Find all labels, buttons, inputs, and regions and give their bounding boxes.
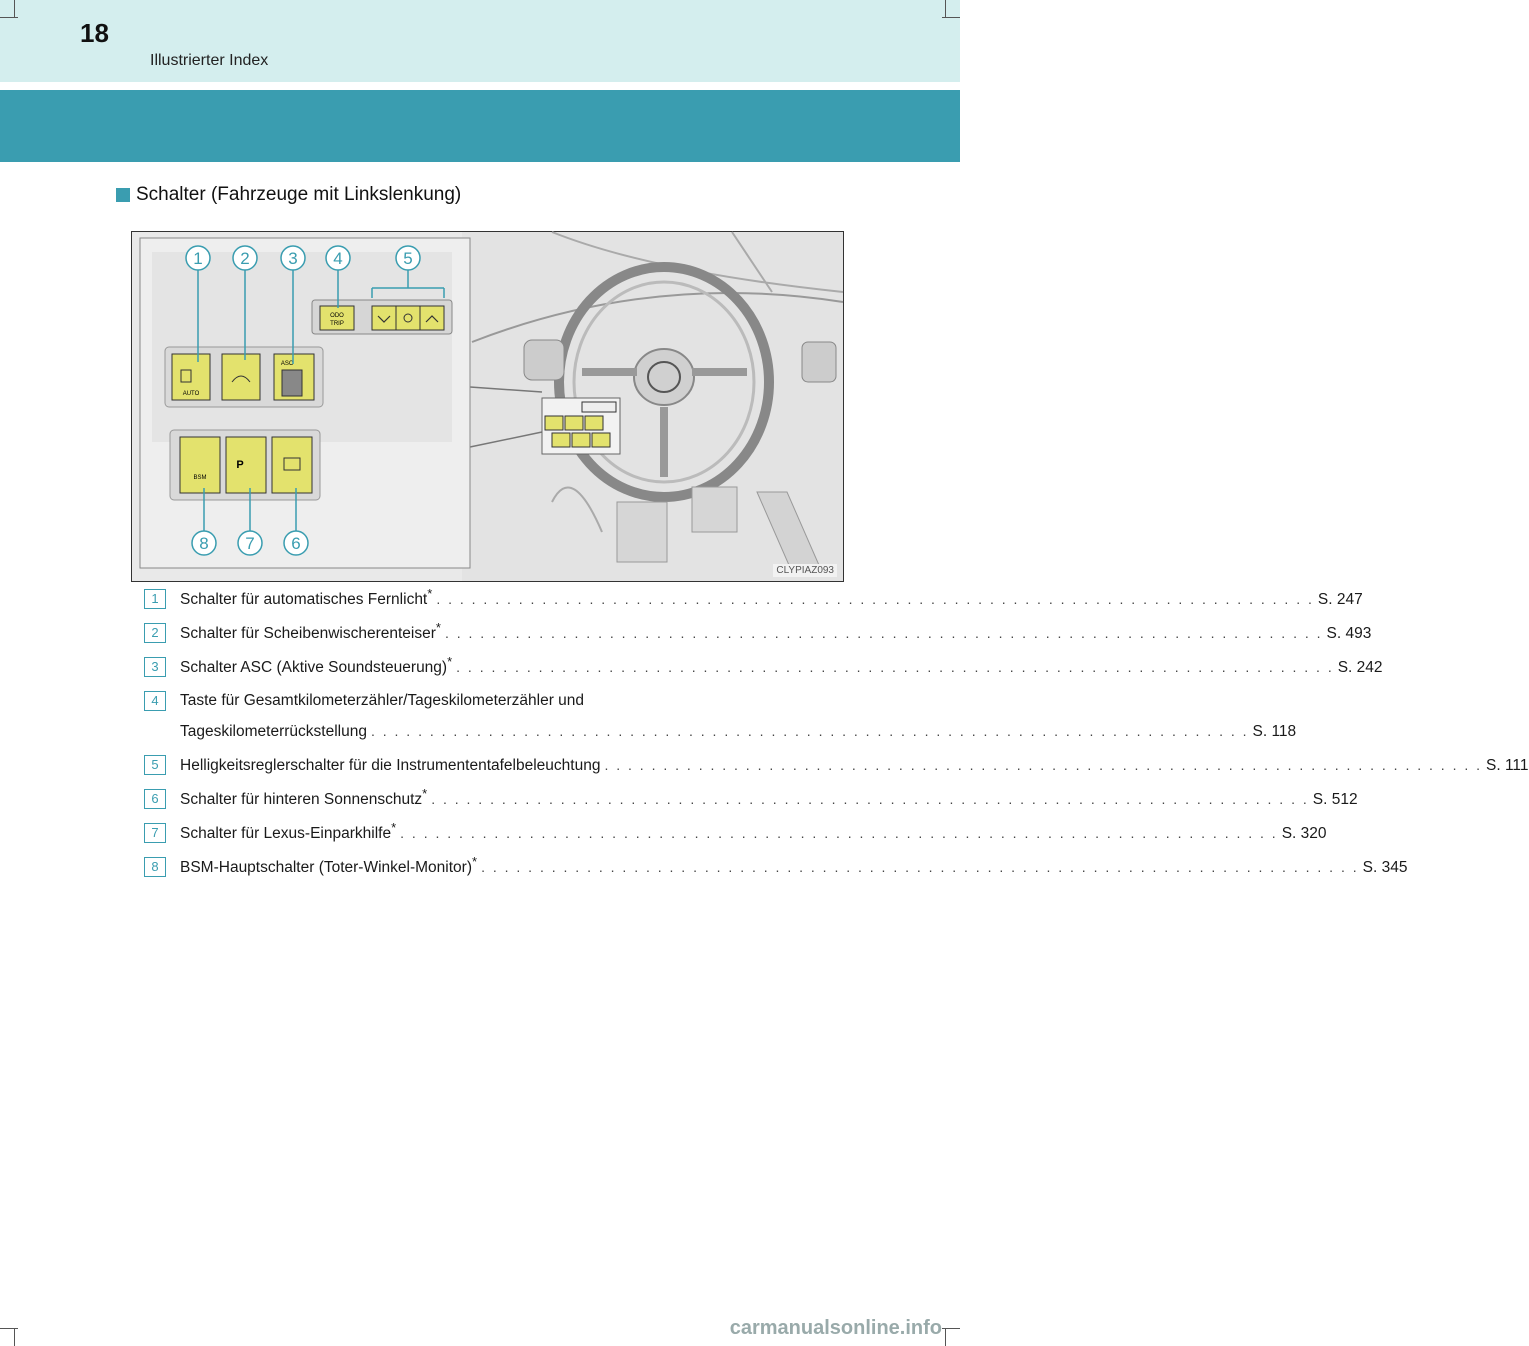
switch-panel-inset <box>140 238 470 568</box>
crop-mark <box>14 0 15 18</box>
illustration-svg <box>132 232 843 581</box>
dash-switch-cluster <box>542 398 620 454</box>
entry-text: Helligkeitsreglerschalter für die Instrumententafelbeleuchtung <box>180 757 601 774</box>
figure-code: CLYPIAZ093 <box>773 564 837 577</box>
callout-1: 1 <box>193 249 203 268</box>
page-reference[interactable]: S. 345 <box>1362 859 1408 876</box>
index-entry <box>144 754 1529 777</box>
crop-mark <box>945 0 946 18</box>
dot-leader <box>456 656 1334 678</box>
index-entries <box>144 585 1529 890</box>
dot-leader <box>481 856 1359 878</box>
crop-mark <box>942 1328 960 1329</box>
entry-number: 1 <box>144 589 166 609</box>
header-top <box>0 0 960 82</box>
entry-text: Tageskilometerrückstellung <box>180 723 367 740</box>
callout-3: 3 <box>288 249 298 268</box>
switch-illustration <box>131 231 844 582</box>
entry-number: 8 <box>144 857 166 877</box>
asc-label: ASC <box>280 361 294 367</box>
odo-label-1: ODO <box>330 313 344 319</box>
page-reference[interactable]: S. 493 <box>1326 625 1372 642</box>
page-number: 18 <box>80 18 109 48</box>
page-reference[interactable]: S. 111 <box>1486 757 1529 774</box>
heading-square-icon <box>116 188 130 202</box>
callout-2: 2 <box>240 249 250 268</box>
header-title: Illustrierter Index <box>150 52 269 69</box>
entry-text-line1: Taste für Gesamtkilometerzähler/Tageskilometerzähler und <box>180 692 585 709</box>
dot-leader <box>371 720 1249 742</box>
crop-mark <box>14 1328 15 1346</box>
page-reference[interactable]: S. 512 <box>1312 791 1358 808</box>
section-heading <box>116 184 461 206</box>
bsm-label: BSM <box>193 475 207 481</box>
page-reference[interactable]: S. 247 <box>1317 591 1363 608</box>
dot-leader <box>604 754 1482 776</box>
index-entry <box>144 819 1327 845</box>
page-reference[interactable]: S. 118 <box>1252 723 1297 740</box>
header-band <box>0 90 960 162</box>
entry-number: 6 <box>144 789 166 809</box>
page-reference[interactable]: S. 320 <box>1281 825 1327 842</box>
index-entry <box>144 853 1408 879</box>
entry-number: 2 <box>144 623 166 643</box>
entry-number: 5 <box>144 755 166 775</box>
callout-5: 5 <box>403 249 413 268</box>
callout-4: 4 <box>333 249 343 268</box>
index-entry <box>144 785 1358 811</box>
entry-text: Schalter für Lexus-Einparkhilfe* <box>180 819 397 842</box>
index-entry <box>144 690 1297 743</box>
auto-label: AUTO <box>182 391 200 397</box>
entry-number: 4 <box>144 691 166 711</box>
entry-text: Schalter ASC (Aktive Soundsteuerung)* <box>180 653 453 676</box>
entry-text: Schalter für Scheibenwischerenteiser* <box>180 619 441 642</box>
p-label: P <box>236 459 244 471</box>
entry-text: Schalter für hinteren Sonnenschutz* <box>180 785 428 808</box>
index-entry <box>144 619 1372 645</box>
entry-number: 7 <box>144 823 166 843</box>
watermark: carmanualsonline.info <box>729 1317 942 1339</box>
entry-number: 3 <box>144 657 166 677</box>
callout-7: 7 <box>245 534 255 553</box>
entry-text: Schalter für automatisches Fernlicht* <box>180 585 433 608</box>
crop-mark <box>945 1328 946 1346</box>
entry-text: BSM-Hauptschalter (Toter-Winkel-Monitor)* <box>180 853 478 876</box>
callout-8: 8 <box>199 534 209 553</box>
crop-mark <box>0 1328 18 1329</box>
dot-leader <box>431 788 1309 810</box>
odo-label-2: TRIP <box>330 321 344 327</box>
dot-leader <box>400 822 1278 844</box>
index-entry <box>144 653 1383 679</box>
callout-6: 6 <box>291 534 301 553</box>
page-reference[interactable]: S. 242 <box>1337 659 1383 676</box>
index-entry <box>144 585 1363 611</box>
dot-leader <box>445 622 1323 644</box>
crop-mark <box>0 17 18 18</box>
crop-mark <box>942 17 960 18</box>
section-heading-text: Schalter (Fahrzeuge mit Linkslenkung) <box>136 184 462 205</box>
dot-leader <box>436 588 1314 610</box>
